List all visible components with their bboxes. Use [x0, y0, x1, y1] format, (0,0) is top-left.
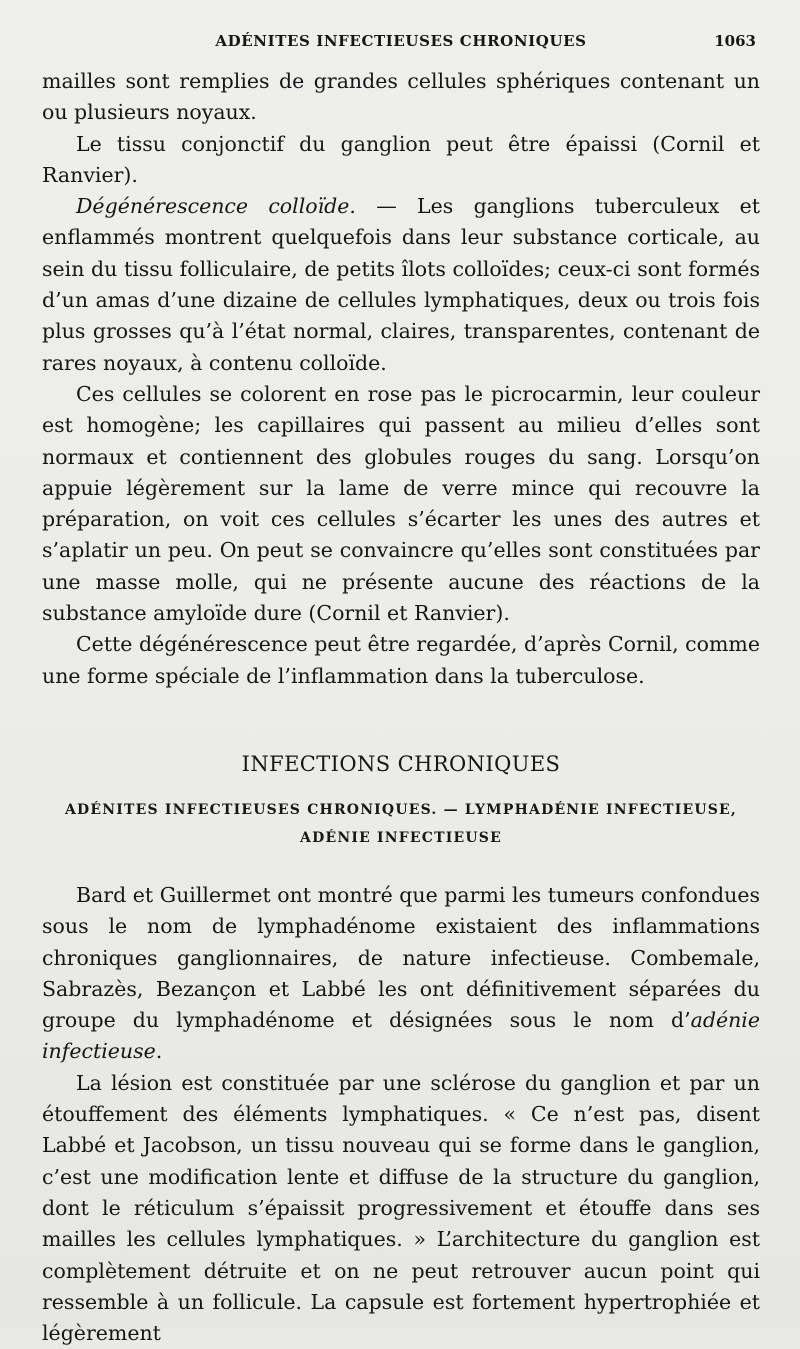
page-number: 1063 [714, 32, 756, 50]
page-header [42, 32, 760, 58]
section-subheading [42, 796, 760, 852]
paragraph-cornil-remark: Cette dégénérescence peut être regardée, d’après Cornil, comme une forme spéciale de l’inflammation dans la tuberculose. [42, 632, 760, 688]
running-head: ADÉNITES INFECTIEUSES CHRONIQUES [215, 32, 587, 50]
adenie-infectieuse-term: adénie infectieuse [42, 1008, 760, 1064]
subheading-line-1: ADÉNITES INFECTIEUSES CHRONIQUES. — LYMPHADÉNIE INFECTIEUSE, [64, 801, 738, 818]
body-text [42, 66, 760, 692]
paragraph-connective-tissue: Le tissu conjonctif du ganglion peut être épaissi (Cornil et Ranvier). [42, 131, 760, 187]
paragraph-lesion: La lésion est constituée par une sclérose du ganglion et par un étouffement des éléments lymphatiques. « Ce n’est pas, disent Labbé et Jacobson, un tissu nouveau qui se forme dans le ganglion, c’est une modification lente et diffuse de la structure du ganglion, dont le réticulum s’épaissit progressivement et étouffe dans ses mailles les cellules lymphatiques. » L’architecture du ganglion est complètement détruite et on ne peut retrouver aucun point qui ressemble à un follicule. La capsule est fortement hypertrophiée et légèrement [42, 1070, 760, 1346]
subheading-line-2: ADÉNIE INFECTIEUSE [300, 829, 502, 846]
colloid-degeneration-text: — Les ganglions tuberculeux et enflammés montrent quelquefois dans leur substance corticale, au sein du tissu folliculaire, de petits îlots colloïdes; ceux-ci sont formés d’un amas d’une dizaine de cellules lymphatiques, deux ou trois fois plus grosses qu’à l’état normal, claires, transparentes, contenant de rares noyaux, à contenu colloïde. [42, 194, 760, 375]
paragraph-cell-staining: Ces cellules se colorent en rose pas le picrocarmin, leur couleur est homogène; les capillaires qui passent au milieu d’elles sont normaux et contiennent des globules rouges du sang. Lorsqu’on appuie légèrement sur la lame de verre mince qui recouvre la préparation, on voit ces cellules s’écarter les unes des autres et s’aplatir un peu. On peut se convaincre qu’elles sont constituées par une masse molle, qui ne présente aucune des réactions de la substance amyloïde dure (Cornil et Ranvier). [42, 381, 760, 626]
section-title: INFECTIONS CHRONIQUES [241, 751, 561, 776]
paragraph-continuation: mailles sont remplies de grandes cellules sphériques contenant un ou plusieurs noyaux. [42, 69, 760, 125]
bard-guillermet-text: Bard et Guillermet ont montré que parmi les tumeurs confondues sous le nom de lymphadénome existaient des inflammations chroniques ganglionnaires, de nature infectieuse. Combemale, Sabrazès, Bezançon et Labbé les ont définitivement séparées du groupe du lymphadénome et désignées sous le nom d’ [42, 882, 760, 1033]
paragraph-bard-guillermet [42, 880, 760, 1068]
section-body-text [42, 880, 760, 1349]
bard-guillermet-end: . [155, 1039, 163, 1064]
paragraph-colloid-degeneration [42, 191, 760, 379]
colloid-degeneration-heading: Dégénérescence colloïde. [76, 194, 356, 219]
